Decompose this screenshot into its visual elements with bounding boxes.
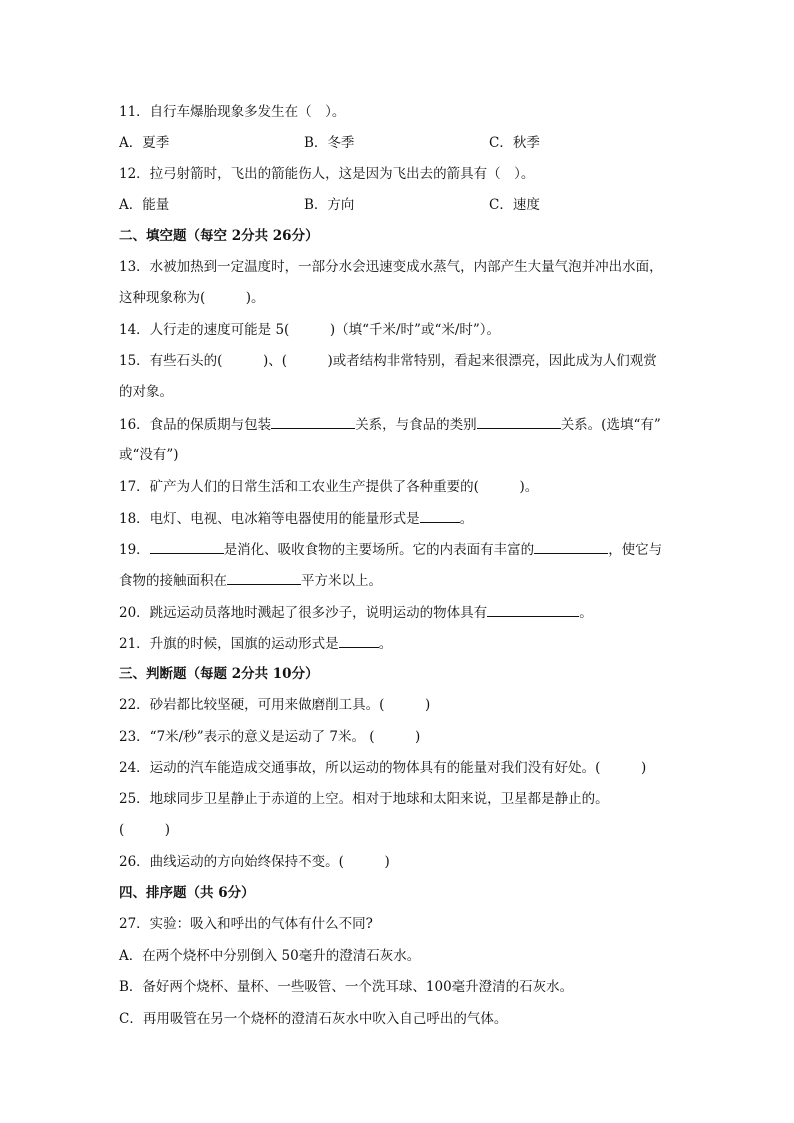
question-27-step-a: A．在两个烧杯中分别倒入 50毫升的澄清石灰水。 — [119, 948, 421, 964]
option-b: B．冬季 — [304, 135, 355, 151]
answer-blank[interactable] — [420, 508, 460, 523]
question-15: 15．有些石头的( )、( )或者结构非常特别，看起来很漂亮，因此成为人们观赏 — [119, 353, 657, 369]
question-11: 11．自行车爆胎现象多发生在（ ）。 — [119, 104, 346, 120]
question-25-continued: ( ) — [119, 822, 171, 838]
section-heading-fill-in: 二、填空题（每空 2分共 26分） — [119, 228, 319, 244]
q20-text-2: 。 — [579, 605, 593, 621]
answer-blank[interactable] — [534, 539, 608, 554]
option-c: C．速度 — [489, 197, 540, 213]
question-17: 17．矿产为人们的日常生活和工农业生产提供了各种重要的( )。 — [119, 479, 539, 495]
q19-text-2: 是消化、吸收食物的主要场所。它的内表面有丰富的 — [223, 542, 535, 558]
q20-text-1: 20．跳远运动员落地时溅起了很多沙子，说明运动的物体具有 — [119, 605, 488, 621]
question-13: 13．水被加热到一定温度时，一部分水会迅速变成水蒸气，内部产生大量气泡并冲出水面， — [119, 259, 663, 275]
section-heading-true-false: 三、判断题（每题 2分共 10分） — [119, 666, 319, 682]
question-27-step-c: C．再用吸管在另一个烧杯的澄清石灰水中吹入自己呼出的气体。 — [119, 1011, 508, 1027]
option-a: A．夏季 — [119, 135, 170, 151]
answer-blank[interactable] — [271, 414, 355, 429]
question-27-step-b: B．备好两个烧杯、量杯、一些吸管、一个洗耳球、100毫升澄清的石灰水。 — [119, 979, 574, 995]
option-a: A．能量 — [119, 197, 170, 213]
question-15-continued: 的对象。 — [119, 384, 173, 400]
question-16 — [119, 414, 661, 435]
q16-text-2: 关系，与食品的类别 — [355, 417, 477, 433]
question-12: 12．拉弓射箭时，飞出的箭能伤人，这是因为飞出去的箭具有（ ）。 — [119, 166, 535, 182]
question-23: 23．“7米/秒”表示的意义是运动了 7米。 ( ) — [119, 729, 421, 745]
answer-blank[interactable] — [487, 602, 579, 617]
q21-text-1: 21．升旗的时候，国旗的运动形式是 — [119, 636, 339, 652]
option-b: B．方向 — [304, 197, 355, 213]
question-20 — [119, 602, 593, 623]
question-13-continued: 这种现象称为( )。 — [119, 290, 265, 306]
q18-text-1: 18．电灯、电视、电冰箱等电器使用的能量形式是 — [119, 511, 420, 527]
question-11-options — [119, 133, 679, 153]
question-25: 25．地球同步卫星静止于赤道的上空。相对于地球和太阳来说，卫星都是静止的。 — [119, 791, 609, 807]
q18-text-2: 。 — [459, 511, 474, 527]
q19-text-1: 19． — [119, 542, 150, 558]
question-16-continued: 或“没有”) — [119, 447, 179, 463]
answer-blank[interactable] — [477, 414, 561, 429]
q19-text-5: 平方米以上。 — [301, 573, 382, 589]
question-19-continued — [119, 570, 382, 591]
question-27: 27．实验：吸入和呼出的气体有什么不同? — [119, 916, 373, 932]
question-22: 22．砂岩都比较坚硬，可用来做磨削工具。( ) — [119, 697, 431, 713]
q19-text-4: 食物的接触面积在 — [119, 573, 227, 589]
q21-text-2: 。 — [378, 636, 393, 652]
option-c: C．秋季 — [489, 135, 540, 151]
q16-text-1: 16．食品的保质期与包装 — [119, 417, 272, 433]
question-14: 14．人行走的速度可能是 5( )（填“千米/时”或“米/时”）。 — [119, 322, 501, 338]
question-18 — [119, 508, 473, 529]
answer-blank[interactable] — [227, 570, 301, 585]
section-heading-ordering: 四、排序题（共 6分） — [119, 885, 255, 901]
question-19 — [119, 539, 662, 560]
question-21 — [119, 633, 392, 654]
question-12-options — [119, 195, 679, 215]
question-26: 26．曲线运动的方向始终保持不变。( ) — [119, 854, 390, 870]
q19-text-3: ，使它与 — [608, 542, 663, 558]
answer-blank[interactable] — [339, 633, 379, 648]
q16-text-3: 关系。(选填“有” — [560, 417, 661, 433]
question-24: 24．运动的汽车能造成交通事故，所以运动的物体具有的能量对我们没有好处。( ) — [119, 760, 647, 776]
answer-blank[interactable] — [150, 539, 224, 554]
